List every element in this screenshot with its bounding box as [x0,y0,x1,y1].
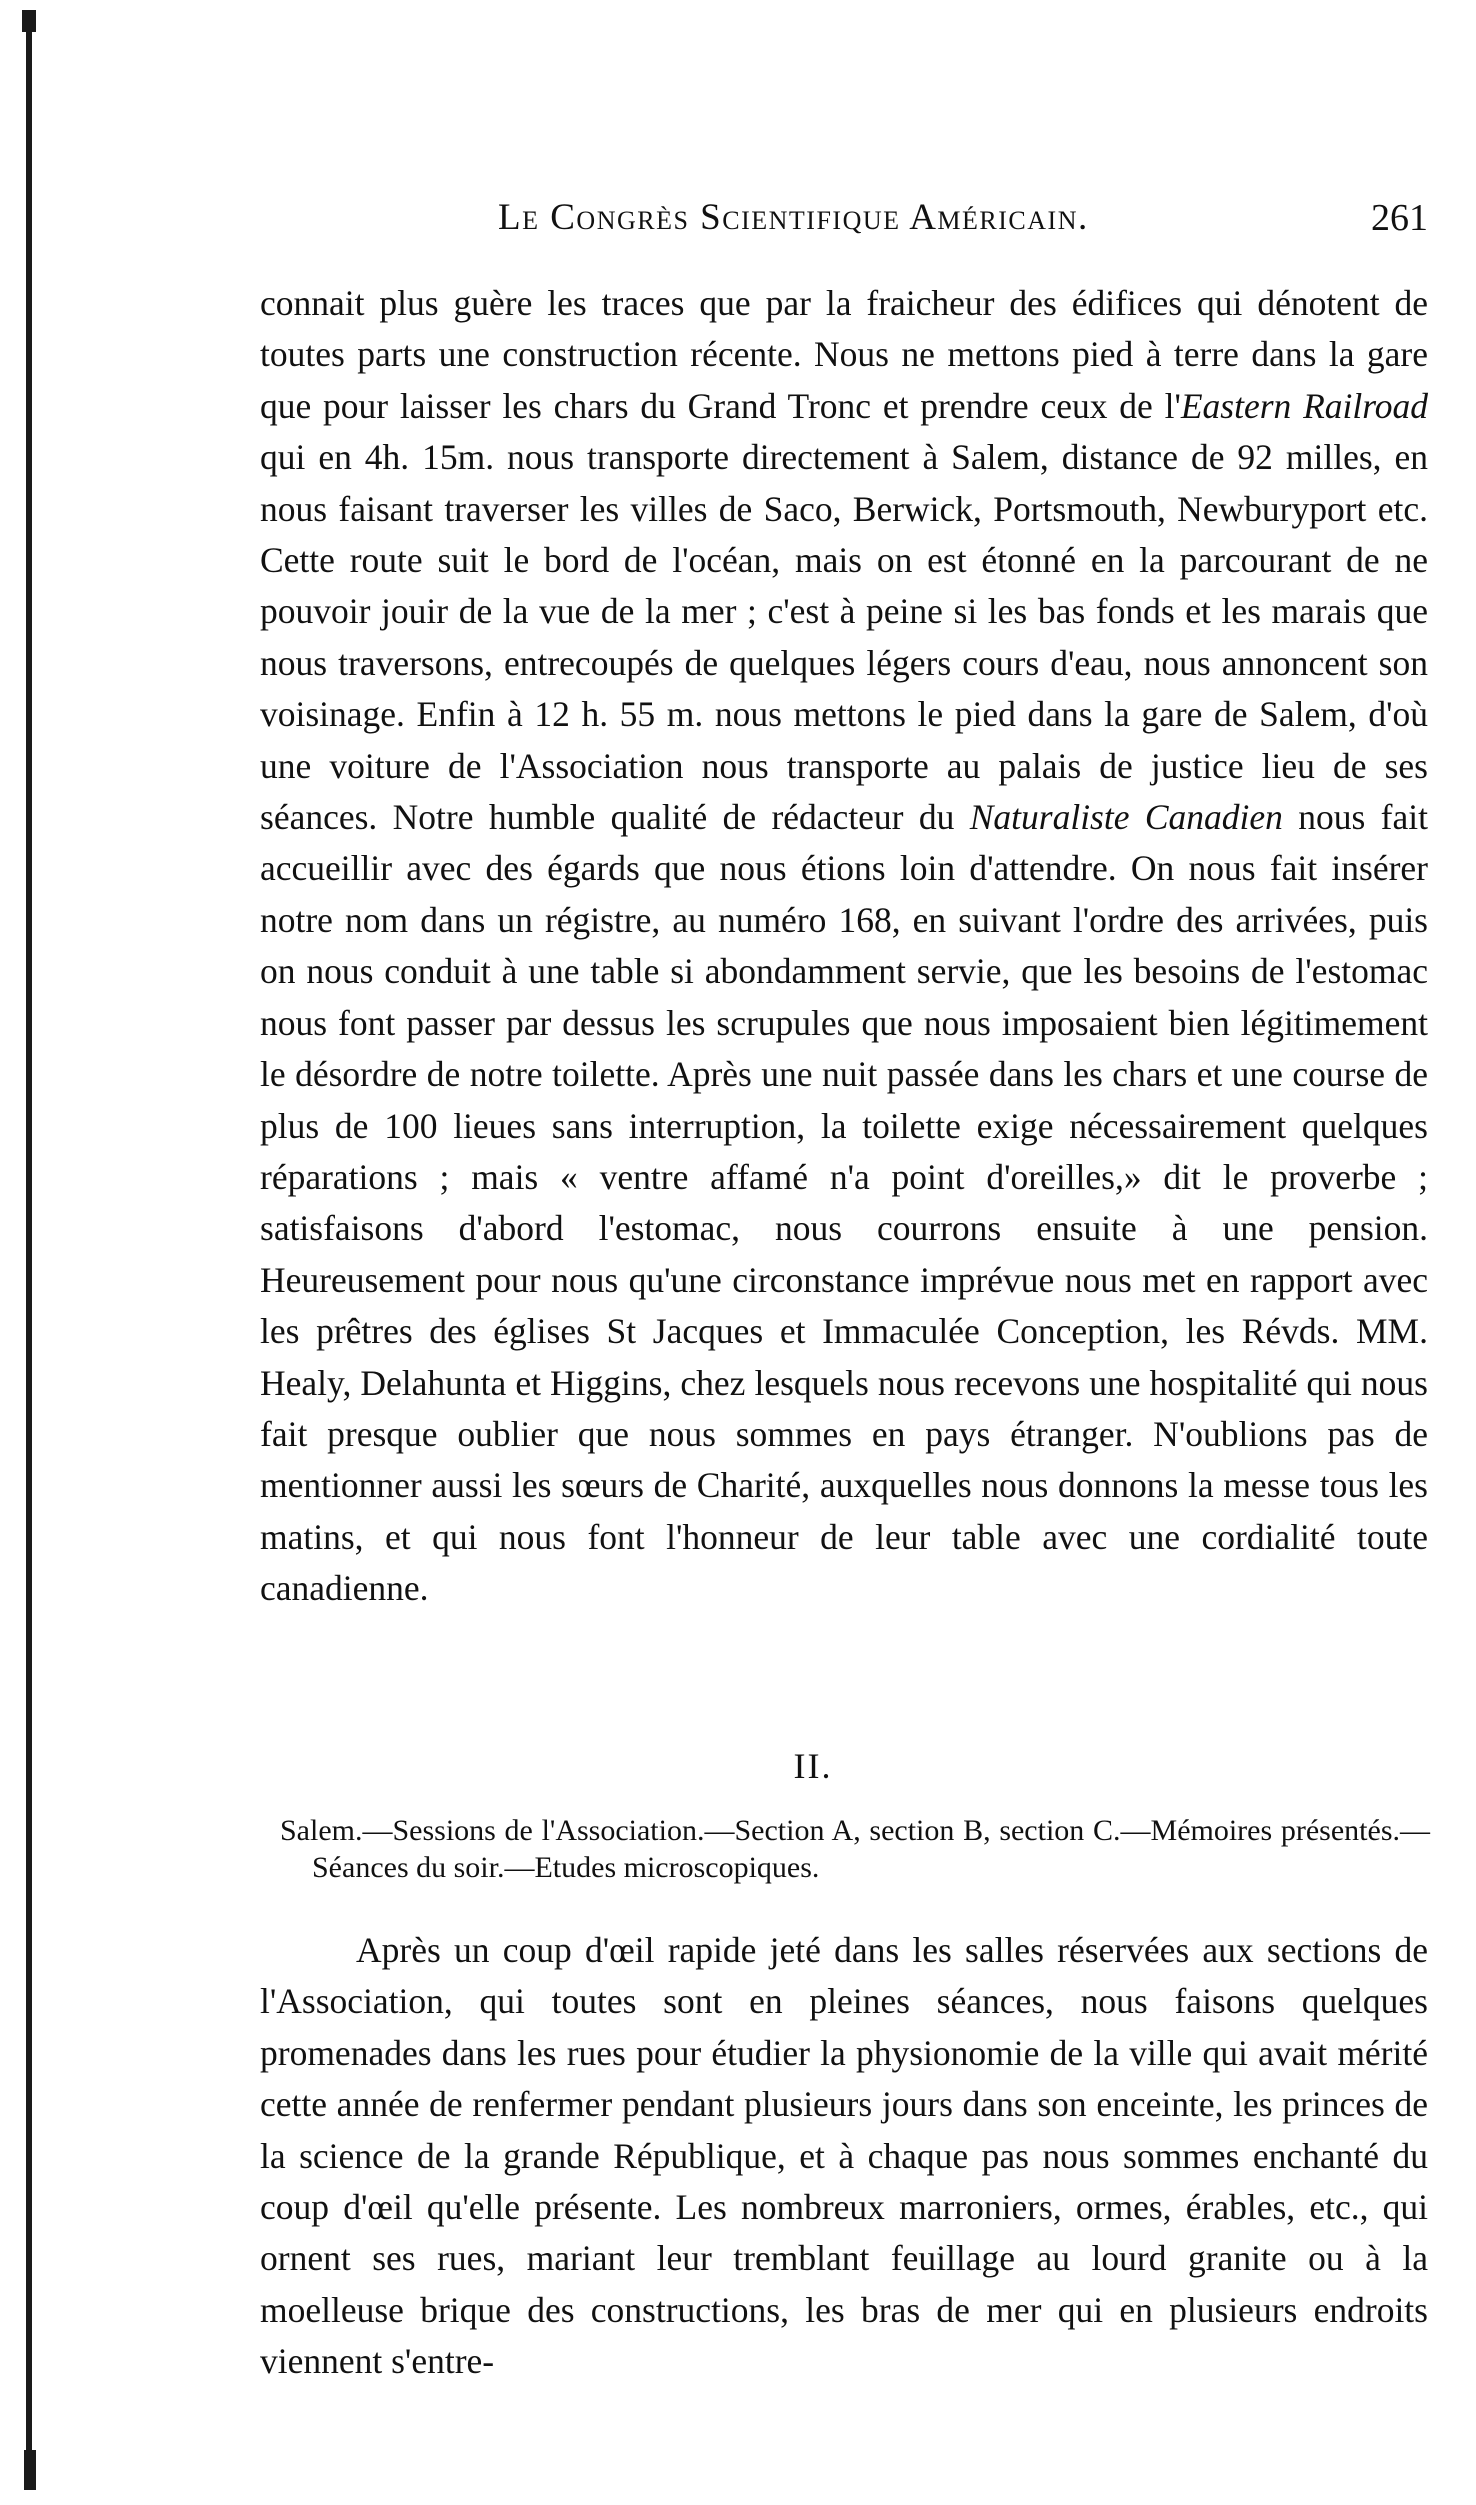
binding-mark-bottom [24,2450,36,2490]
paragraph-1-part-b: qui en 4h. 15m. nous transporte directement à Salem, distance de 92 milles, en nous faisant traverser les villes de Saco, Berwick, Portsmouth, Newburyport etc. Cette route suit le bord de l'océan, mais on est étonné en la parcourant de ne pouvoir jouir de la vue de la mer ; c'est à peine si les bas fonds et les marais que nous traversons, entrecoupés de quelques légers cours d'eau, nous annoncent son voisinage. Enfin à 12 h. 55 m. nous mettons le pied dans la gare de Salem, d'où une voiture de l'Association nous transporte au palais de justice lieu de ses séances. Notre humble qualité de rédacteur du [260,437,1428,838]
running-title: Le Congrès Scientifique Américain. [498,197,1089,238]
binding-edge [26,12,32,2452]
paragraph-2-text: Après un coup d'œil rapide jeté dans les salles réservées aux sections de l'Association, qui toutes sont en pleines séances, nous faisons quelques promenades dans les rues pour étudier la physionomie de la ville qui avait mérité cette année de renfermer pendant plusieurs jours dans son enceinte, les princes de la science de la grande République, et à chaque pas nous sommes enchanté du coup d'œil qu'elle présente. Les nombreux marroniers, ormes, érables, etc., qui ornent ses rues, mariant leur tremblant feuillage au lourd granite ou à la moelleuse brique des constructions, les bras de mer qui en plusieurs endroits viennent s'entre- [260,1930,1428,2382]
paragraph-2 [260,1925,1428,2388]
page-number: 261 [1371,197,1428,239]
paragraph-1-part-a: connait plus guère les traces que par la fraicheur des édifices qui dénotent de toutes parts une construction récente. Nous ne mettons pied à terre dans la gare que pour laisser les chars du Grand Tronc et prendre ceux de l' [260,283,1428,426]
binding-mark-top [22,10,36,32]
paragraph-1-text [260,278,1428,1615]
paragraph-1-part-c: nous fait accueillir avec des égards que nous étions loin d'attendre. On nous fait insérer notre nom dans un régistre, au numéro 168, en suivant l'ordre des arrivées, puis on nous conduit à une table si abondamment servie, que les besoins de l'estomac nous font passer par dessus les scrupules que nous imposaient bien légitimement le désordre de notre toilette. Après une nuit passée dans les chars et une course de plus de 100 lieues sans interruption, la toilette exige nécessairement quelques réparations ; mais « ventre affamé n'a point d'oreilles,» dit le proverbe ; satisfaisons d'abord l'estomac, nous courrons ensuite à une pension. Heureusement pour nous qu'une circonstance imprévue nous met en rapport avec les prêtres des églises St Jacques et Immaculée Conception, les Révds. MM. Healy, Delahunta et Higgins, chez lesquels nous recevons une hospitalité qui nous fait presque oublier que nous sommes en pays étranger. N'oublions pas de mentionner aussi les sœurs de Charité, auxquelles nous donnons la messe tous les matins, et qui nous font l'honneur de leur table avec une cordialité toute canadienne. [260,797,1428,1609]
page-header [498,196,1428,246]
eastern-railroad-italic: Eastern Railroad [1180,385,1429,426]
section-summary [280,1812,1430,1886]
section-heading: II. [793,1746,833,1786]
naturaliste-canadien-italic: Naturaliste Canadien [969,797,1283,838]
paragraph-1 [260,278,1428,1615]
section-summary-text: Salem.—Sessions de l'Association.—Section A, section B, section C.—Mémoires présentés.—Séances du soir.—Etudes microscopiques. [280,1814,1430,1884]
